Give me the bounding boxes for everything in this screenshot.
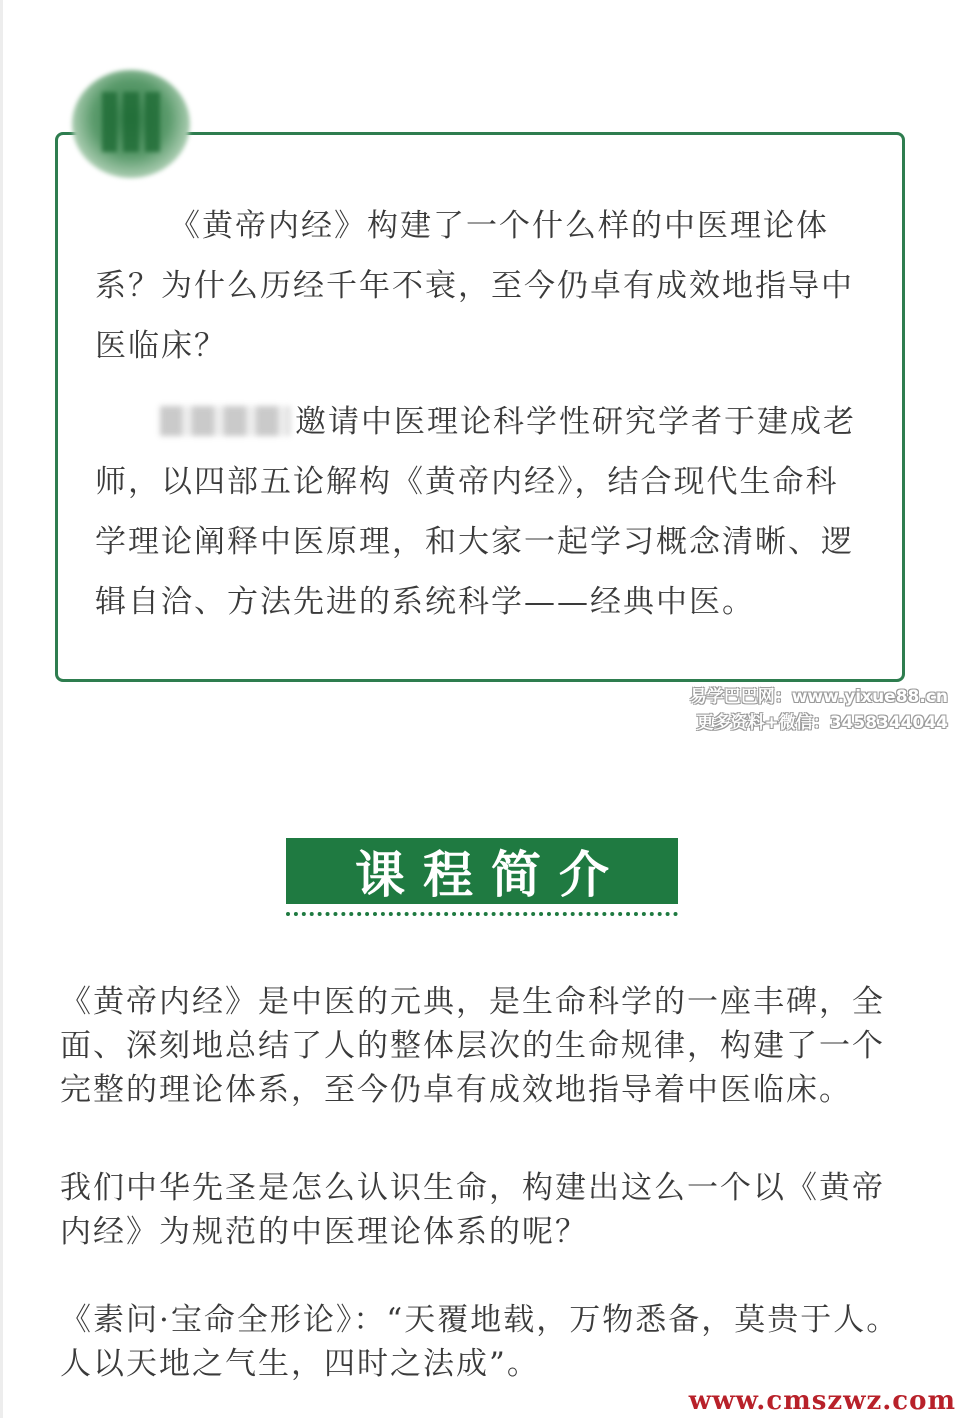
section-title-banner [286,838,678,904]
section-title-divider [286,912,678,916]
body-paragraph-3: 《素问·宝命全形论》：“天覆地载，万物悉备，莫贵于人。人以天地之气生，四时之法成”。 [60,1302,900,1382]
body-paragraph-1: 《黄帝内经》是中医的元典，是生命科学的一座丰碑，全面、深刻地总结了人的整体层次的生命规律，构建了一个完整的理论体系，至今仍卓有成效地指导着中医临床。 [60,984,885,1108]
page-left-rule [0,0,3,1418]
intro-paragraph-1: 《黄帝内经》构建了一个什么样的中医理论体系？为什么历经千年不衰，至今仍卓有成效地指导中医临床？ [95,208,854,364]
footer-site-link[interactable]: www.cmszwz.com [688,1386,956,1416]
intro-paragraph-2: 邀请中医理论科学性研究学者于建成老师，以四部五论解构《黄帝内经》，结合现代生命科学理论阐释中医原理，和大家一起学习概念清晰、逻辑自洽、方法先进的系统科学——经典中医。 [95,404,856,620]
section-title: 课程简介 [355,846,627,904]
watermark-line-2: 更多资料+微信：3458344044 [696,713,948,733]
watermark [690,684,948,736]
course-logo-icon [72,70,190,178]
watermark-line-1: 易学巴巴网：www.yixue88.cn [689,687,948,707]
body-paragraph-2: 我们中华先圣是怎么认识生命，构建出这么一个以《黄帝内经》为规范的中医理论体系的呢？ [60,1170,885,1250]
